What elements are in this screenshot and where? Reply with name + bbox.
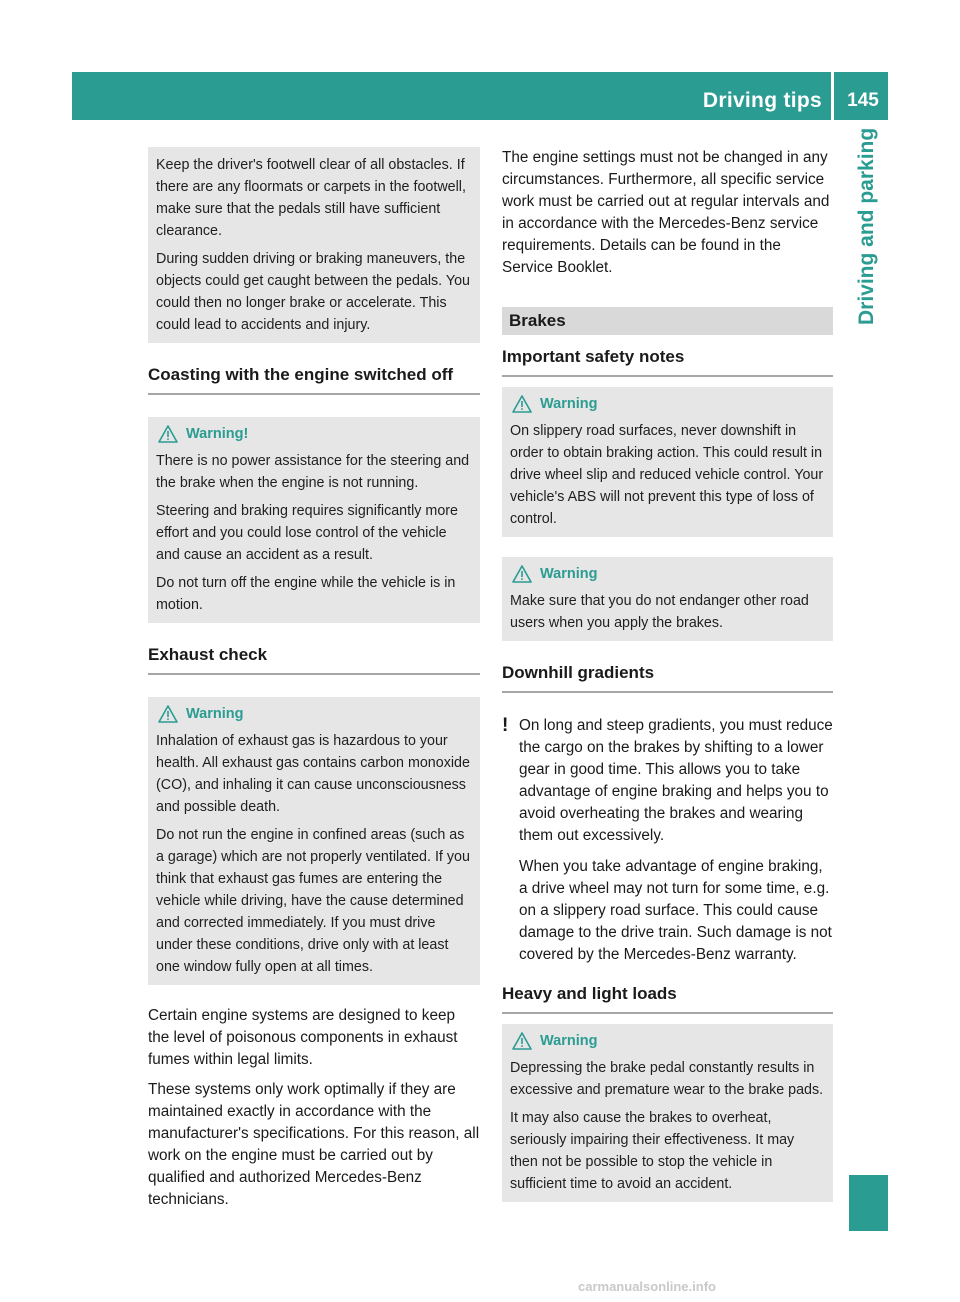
- downhill-note-p1: On long and steep gradients, you must reduce the cargo on the brakes by shifting to a lower gear in good time. This allows you to take advantage of engine braking and helps you to avoid overheating the brakes and wearing them out excessively.: [519, 717, 833, 844]
- header-divider: [831, 72, 834, 120]
- brakes-warning-2-title: [510, 564, 825, 584]
- coasting-warning-title: [156, 424, 472, 444]
- loads-warning-title: [510, 1031, 825, 1051]
- loads-warning-p1: Depressing the brake pedal constantly results in excessive and premature wear to the brake pads.: [510, 1060, 824, 1098]
- exhaust-body-1: Certain engine systems are designed to keep the level of poisonous components in exhaust fumes within legal limits.: [148, 1007, 458, 1068]
- brakes-warning-2-text: Make sure that you do not endanger other road users when you apply the brakes.: [510, 593, 809, 631]
- downhill-note-p2: When you take advantage of engine braking, a drive wheel may not turn for some time, e.g. on a slippery road surface. This could cause damage to the drive train. Such damage is not covered by the Mercedes-Benz warranty.: [519, 858, 832, 963]
- exhaust-warning-p2: Do not run the engine in confined areas (such as a garage) which are not properly ventilated. If you think that exhaust gas fumes are entering the vehicle while driving, have the cause determined and corrected immediately. If you must drive under these conditions, drive only with at least one window fully open at all times.: [156, 827, 470, 975]
- loads-warning-box: [502, 1024, 833, 1202]
- exhaust-warning-title: [156, 704, 472, 724]
- side-tab-marker: [849, 1175, 888, 1231]
- downhill-note: [502, 715, 833, 966]
- exhaust-body-2: These systems only work optimally if they are maintained exactly in accordance with the manufacturer's specifications. For this reason, all work on the engine must be carried out by qualified and authorized Mercedes-Benz technicians.: [148, 1081, 480, 1208]
- page-number: 145: [847, 90, 879, 111]
- brakes-warning-1-label: Warning: [540, 396, 598, 412]
- coasting-warning-p3: Do not turn off the engine while the vehicle is in motion.: [156, 575, 456, 613]
- exhaust-warning-p1: Inhalation of exhaust gas is hazardous to your health. All exhaust gas contains carbon monoxide (CO), and inhaling it can cause unconsciousness and possible death.: [156, 733, 470, 815]
- warning-triangle-icon: [512, 395, 532, 413]
- warning-triangle-icon: [512, 565, 532, 583]
- footwell-paragraph-1: Keep the driver's footwell clear of all obstacles. If there are any floormats or carpets in the footwell, make sure that the pedals still have sufficient clearance.: [156, 157, 466, 239]
- brakes-warning-2-label: Warning: [540, 566, 598, 582]
- footwell-paragraph-2: During sudden driving or braking maneuvers, the objects could get caught between the pedals. You could then no longer brake or accelerate. This could lead to accidents and injury.: [156, 251, 470, 333]
- brakes-section-heading: Brakes: [502, 307, 833, 335]
- warning-triangle-icon: [158, 425, 178, 443]
- coasting-warning-p2: Steering and braking requires significantly more effort and you could lose control of the vehicle and cause an accident as a result.: [156, 503, 458, 563]
- brakes-warning-1-text: On slippery road surfaces, never downshift in order to obtain braking action. This could result in drive wheel slip and reduced vehicle control. Your vehicle's ABS will not prevent this type of loss of control.: [510, 423, 824, 527]
- coasting-warning-box: [148, 417, 480, 623]
- exhaust-warning-box: [148, 697, 480, 985]
- safety-notes-heading: Important safety notes: [502, 345, 833, 377]
- left-column: [148, 147, 480, 1219]
- loads-heading: Heavy and light loads: [502, 982, 833, 1014]
- footwell-note-box: [148, 147, 480, 343]
- engine-settings-paragraph: The engine settings must not be changed in any circumstances. Furthermore, all specific service work must be carried out at regular intervals and in accordance with the Mercedes-Benz service requirements. Details can be found in the Service Booklet.: [502, 149, 830, 276]
- brakes-warning-box-2: [502, 557, 833, 641]
- exhaust-heading: Exhaust check: [148, 643, 480, 675]
- side-tab-label: Driving and parking: [855, 128, 878, 326]
- coasting-heading: Coasting with the engine switched off: [148, 363, 480, 395]
- header-section-title: Driving tips: [702, 89, 822, 112]
- brakes-warning-box-1: [502, 387, 833, 537]
- warning-triangle-icon: [158, 705, 178, 723]
- downhill-heading: Downhill gradients: [502, 661, 833, 693]
- exhaust-warning-label: Warning: [186, 706, 244, 722]
- coasting-warning-label: Warning!: [186, 426, 249, 442]
- right-column: [502, 147, 833, 1222]
- coasting-warning-p1: There is no power assistance for the steering and the brake when the engine is not running.: [156, 453, 470, 491]
- loads-warning-p2: It may also cause the brakes to overheat, seriously impairing their effectiveness. It may then not be possible to stop the vehicle in sufficient time to avoid an accident.: [510, 1110, 795, 1192]
- watermark-link[interactable]: carmanualsonline.info: [578, 1279, 716, 1294]
- loads-warning-label: Warning: [540, 1033, 598, 1049]
- exclamation-icon: !: [502, 715, 509, 736]
- brakes-warning-1-title: [510, 394, 825, 414]
- warning-triangle-icon: [512, 1032, 532, 1050]
